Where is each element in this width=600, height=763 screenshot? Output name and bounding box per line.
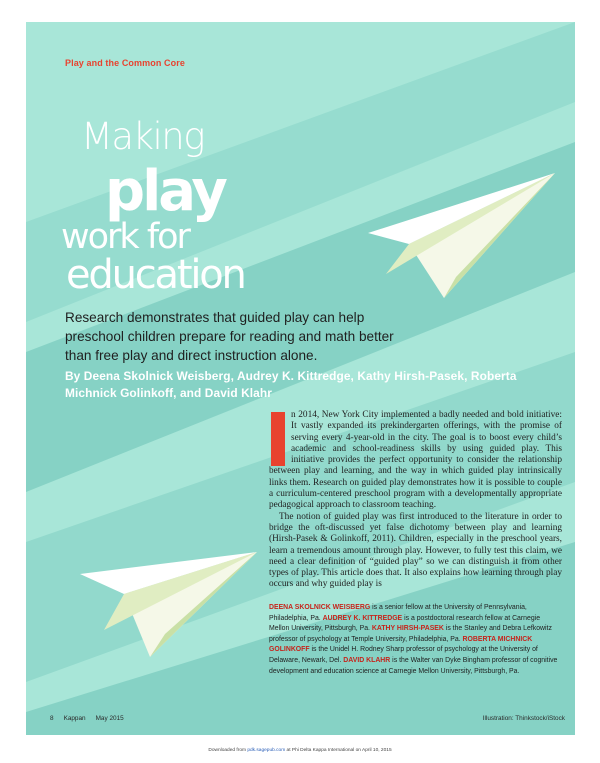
bio-name: KATHY HIRSH-PASEK xyxy=(371,625,444,633)
article-deck: Research demonstrates that guided play can help preschool children prepare for reading and math better than free play and direct instruction alone. xyxy=(65,310,394,363)
title-line-education: education xyxy=(66,252,245,298)
bio-text: is the Stanley and Debra Lefkowitz professor of psychology at Temple University, Philadelphia, Pa. xyxy=(269,625,552,643)
title-line-making: Making xyxy=(81,115,204,158)
download-prefix: Downloaded from xyxy=(208,748,248,753)
download-notice xyxy=(0,748,600,753)
byline: By Deena Skolnick Weisberg, Audrey K. Kittredge, Kathy Hirsh-Pasek, Roberta Michnick Golinkoff, and David Klahr xyxy=(65,369,517,400)
author-bios xyxy=(269,603,562,677)
bio-name: ROBERTA MICHNICK GOLINKOFF xyxy=(269,635,533,654)
bio-name: DEENA SKOLNICK WEISBERG xyxy=(269,604,371,611)
issue-date: May 2015 xyxy=(95,715,124,722)
article-page xyxy=(26,22,575,735)
bio-text: is a senior fellow at the University of Pennsylvania, Philadelphia, Pa. xyxy=(269,604,527,622)
illustration-credit: Illustration: Thinkstock/iStock xyxy=(482,715,565,722)
body-paragraph xyxy=(269,410,562,512)
title-line-play: play xyxy=(105,159,225,224)
drop-cap xyxy=(271,412,285,466)
body-paragraph: The notion of guided play was first introduced to the literature in order to bridge the oft-discussed yet false dichotomy between play and learning (Hirsh-Pasek & Golinkoff, 2011). Children, especially in the preschool years, learn a tremendous amount through play. However, to fully test this claim, we need a clear definition of “guided play” so we can distinguish it from other types of play. This article does that. It also explains how learning through play occurs and why guided play is xyxy=(269,511,562,590)
download-link[interactable]: pdk.sagepub.com xyxy=(247,748,286,753)
bio-name: DAVID KLAHR xyxy=(343,656,391,664)
bio-name: AUDREY K. KITTREDGE xyxy=(322,614,403,622)
page-footer xyxy=(50,715,134,722)
article-body xyxy=(269,410,562,591)
download-suffix: at Phi Delta Kappa International on April 10, 2015 xyxy=(285,748,392,753)
section-label: Play and the Common Core xyxy=(65,58,185,68)
page-number: 8 xyxy=(50,715,54,722)
magazine-name: Kappan xyxy=(63,715,86,722)
body-paragraph-text: n 2014, New York City implemented a badly needed and bold initiative: It vastly expanded its prekindergarten offerings, with the promise of serving every 4-year-old in the city. The goal is to boost every child’s academic and school-readiness skills by using guided play. This initiative provides the perfect opportunity to consider the relationship between play and learning, and the way in which guided play intrinsically links them. Research on guided play demonstrates how it is possible to couple a curriculum-centered preschool program with a developmentally appropriate pedagogical approach to classroom teaching. xyxy=(269,410,562,511)
title-line-work-for: work for xyxy=(61,217,189,257)
bio-text: is a postdoctoral research fellow at Carnegie Mellon University, Pittsburgh, Pa. xyxy=(269,614,541,633)
bio-text: is the Unidel H. Rodney Sharp professor of psychology at the University of Delaware, Newark, Del. xyxy=(269,646,538,664)
bio-text: is the Walter van Dyke Bingham professor of cognitive development and education science at Carnegie Mellon University, Pittsburgh, Pa. xyxy=(269,656,558,675)
